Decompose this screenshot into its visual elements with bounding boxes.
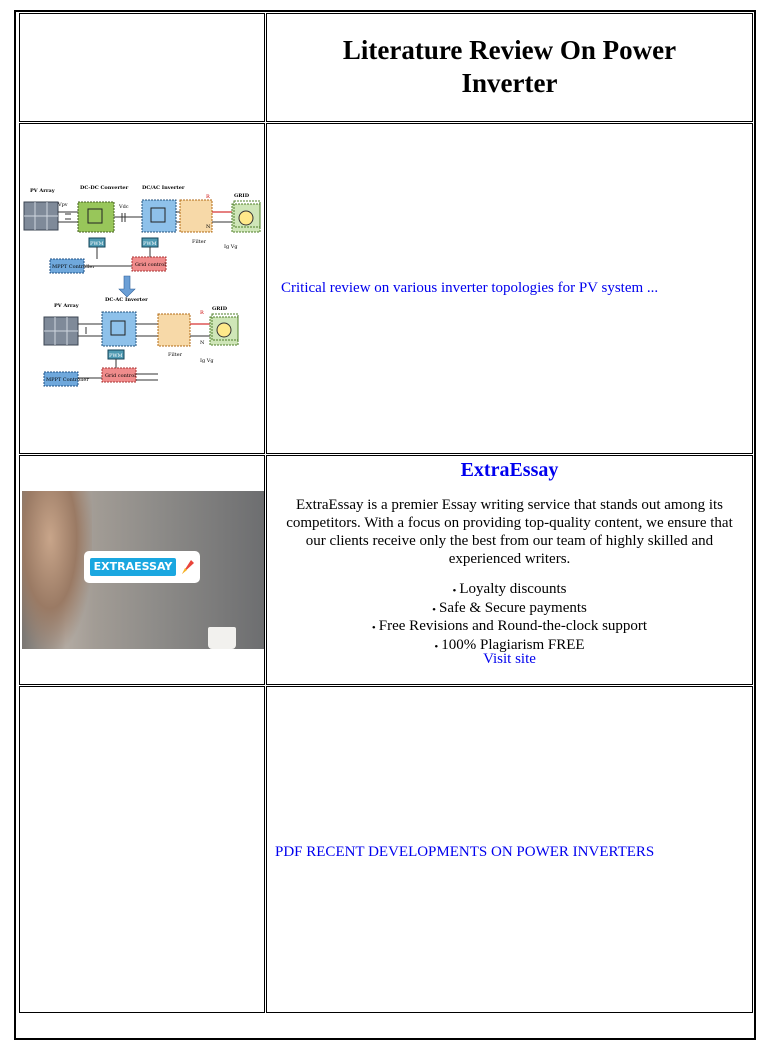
feature-item: • Safe & Secure payments <box>277 600 742 619</box>
panel-pv-array-2 <box>44 317 78 345</box>
extraessay-brand-link[interactable]: ExtraEssay <box>460 459 559 481</box>
label-filter-2: Filter <box>168 352 183 358</box>
label-mppt-2: MPPT Controller <box>46 377 89 383</box>
label-grid-2: GRID <box>212 306 228 312</box>
rocket-icon <box>179 557 197 577</box>
label-r-2: R <box>200 310 204 316</box>
block-grid-2 <box>210 314 238 345</box>
label-ig-vg-2: Ig Vg <box>200 358 214 364</box>
block-filter-2 <box>158 314 190 346</box>
ad-description: ExtraEssay is a premier Essay writing service that stands out among its competitors. With a focus on providing top-quality content, we ensure that our clients receive only the best from our team of highly skilled and experienced writers. <box>286 497 733 567</box>
feature-item: • Loyalty discounts <box>277 581 742 600</box>
header-left-cell <box>19 13 265 122</box>
figure-cell <box>19 123 265 454</box>
panel-pv-array-1 <box>24 202 58 230</box>
banner-text: EXTRAESSAY <box>90 558 176 576</box>
label-mppt-1: MPPT Controller <box>52 264 95 270</box>
feature-list <box>277 581 742 655</box>
extraessay-banner <box>84 551 200 583</box>
label-filter-1: Filter <box>192 239 207 245</box>
block-dcdc <box>78 202 114 232</box>
label-pv-array-2: PV Array <box>54 303 79 309</box>
label-pwm-1: PWM <box>90 241 104 247</box>
label-n-2: N <box>200 340 205 346</box>
label-dcac-2: DC-AC Inverter <box>105 297 148 303</box>
mug <box>208 627 236 649</box>
label-pv-array-1: PV Array <box>30 188 55 194</box>
block-dcac-2 <box>102 312 136 346</box>
label-vdc-1: Vdc <box>119 204 129 210</box>
label-grid-1: GRID <box>234 193 250 199</box>
label-vpv-1: Vpv <box>58 202 68 208</box>
label-gridcontrol-2: Grid control <box>105 373 136 379</box>
row3-left-cell <box>19 686 265 1013</box>
pv-inverter-diagram <box>20 124 264 453</box>
label-dcdc: DC-DC Converter <box>80 185 129 191</box>
page-title: Literature Review On Power Inverter <box>342 35 677 98</box>
label-n-1: N <box>206 224 211 230</box>
ad-image-cell <box>19 455 265 685</box>
label-ig-vg-1: Ig Vg <box>224 244 238 250</box>
feature-item: • Free Revisions and Round-the-clock support <box>277 618 742 637</box>
label-dcac-1: DC/AC Inverter <box>142 185 185 191</box>
block-grid-1 <box>232 201 260 232</box>
recent-developments-link[interactable]: PDF RECENT DEVELOPMENTS ON POWER INVERTERS <box>275 844 655 860</box>
ad-text-cell <box>266 455 753 685</box>
label-gridcontrol-1: Grid control <box>135 262 166 268</box>
visit-site-link[interactable]: Visit site <box>483 651 536 667</box>
header-title-cell <box>266 13 753 122</box>
block-dcac-1 <box>142 200 176 232</box>
feature-item: • 100% Plagiarism FREE <box>277 637 742 656</box>
link-cell-1 <box>266 123 753 454</box>
inverter-topologies-link[interactable]: Critical review on various inverter topologies for PV system ... <box>281 280 659 296</box>
ad-photo <box>22 491 264 649</box>
label-pwm-3: PWM <box>109 353 123 359</box>
label-r-1: R <box>206 194 210 200</box>
woman-figure <box>22 491 92 649</box>
link-cell-2 <box>266 686 753 1013</box>
label-pwm-2: PWM <box>143 241 157 247</box>
arrow-down-icon <box>119 276 135 297</box>
